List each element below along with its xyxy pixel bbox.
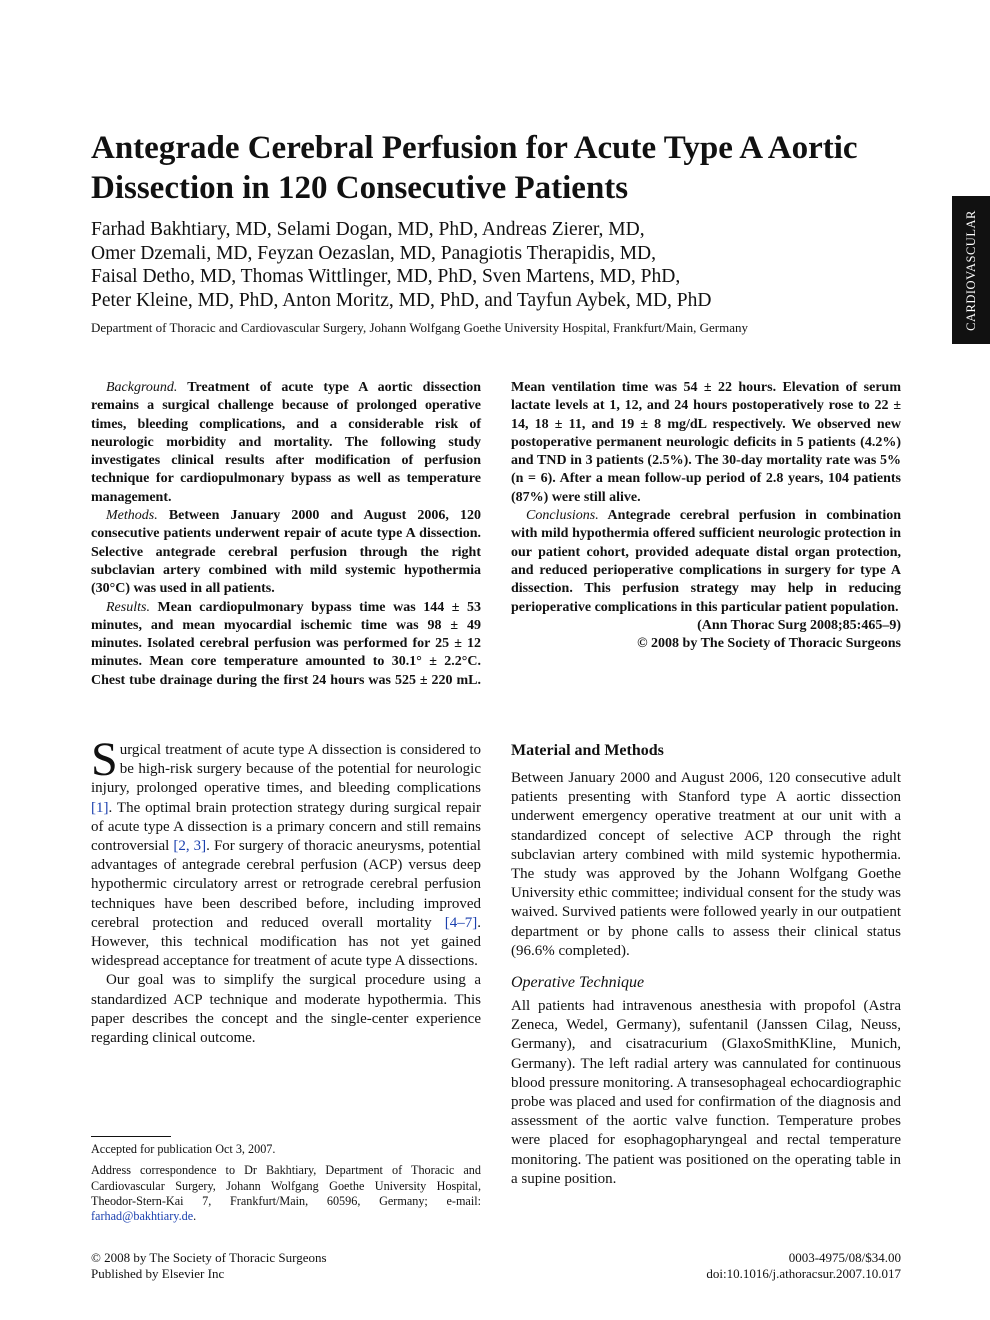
abstract-conclusions	[511, 507, 901, 617]
intro-text: . However, this technical modification has not yet gained widespread acceptance for treatment of acute type A dissections.	[91, 914, 481, 970]
section-tab-label: CARDIOVASCULAR	[963, 209, 978, 331]
abstract-background-text: Treatment of acute type A aortic dissection remains a surgical challenge because of prolonged operative times, bleeding complications, and a considerable risk of neurologic morbidity and mortality. The following study investigates clinical results after modification of perfusion technique for cardiopulmonary bypass as well as temperature management.	[91, 380, 482, 505]
reference-link[interactable]: [2, 3]	[173, 838, 207, 855]
abstract-background	[91, 379, 481, 507]
footer-publisher: Published by Elsevier Inc	[91, 1265, 225, 1281]
journal-citation: (Ann Thorac Surg 2008;85:465–9)	[697, 617, 901, 633]
footer-left	[91, 1250, 327, 1281]
email-link[interactable]: farhad@bakhtiary.de	[91, 1209, 194, 1224]
footer-issn: 0003-4975/08/$34.00	[788, 1250, 901, 1265]
abstract-results-label: Results.	[106, 599, 150, 615]
reference-link[interactable]: [4–7]	[444, 914, 478, 931]
introduction	[91, 733, 481, 1048]
intro-text: . The optimal brain protection strategy during surgical repair of acute type A dissection is a primary concern and still remains controversial	[91, 799, 481, 855]
abstract-conclusions-label: Conclusions.	[526, 508, 599, 524]
methods-paragraph: All patients had intravenous anesthesia with propofol (Astra Zeneca, Wedel, Germany), sufentanil (Janssen Cilag, Neuss, Germany), and cisatracurium (GlaxoSmithKline, Munich, Germany). The left radial artery was cannulated for continuous blood pressure monitoring. A transesophageal echocardiographic probe was placed and used for confirmation of the diagnosis and assessment of the aortic valve function. Temperature probes were placed for esophagopharyngeal and rectal temperature monitoring. The patient was positioned on the operating table in a supine position.	[511, 998, 901, 1187]
correspondence-address: Address correspondence to Dr Bakhtiary, Department of Thoracic and Cardiovascular Surgery, Johann Wolfgang Goethe University Hospital, Theodor-Stern-Kai 7, Frankfurt/Main, 60596, Germany; e-mail:	[91, 1163, 481, 1208]
author-line: Omer Dzemali, MD, Feyzan Oezaslan, MD, Panagiotis Therapidis, MD,	[91, 242, 657, 264]
footnote-rule	[91, 1136, 171, 1137]
footnotes	[91, 1142, 481, 1230]
footer-copyright: © 2008 by The Society of Thoracic Surgeons	[91, 1250, 327, 1265]
reference-link[interactable]: [1]	[91, 799, 109, 816]
abstract-methods	[91, 507, 481, 598]
subsection-heading: Operative Technique	[511, 974, 645, 992]
methods-paragraph: Between January 2000 and August 2006, 120 consecutive adult patients presenting with Stanford type A aortic dissection underwent emergency operative treatment at our unit with a standardized concept of selective ACP through the right subclavian artery combined with mild systemic hypothermia. The study was approved by the Johann Wolfgang Goethe University ethic committee; individual consent for the study was waived. Survived patients were followed yearly in our outpatient department or by phone calls to assess their clinical status (96.6% completed).	[511, 770, 901, 959]
intro-paragraph: Our goal was to simplify the surgical procedure using a standardized ACP technique and moderate hypothermia. This paper describes the concept and the single-center experience regarding clinical outcome.	[91, 972, 481, 1047]
intro-text: urgical treatment of acute type A dissection is considered to be high-risk surgery because of the potential for neurologic injury, prolonged operative times, and bleeding complications	[91, 742, 481, 797]
abstract-copyright: © 2008 by The Society of Thoracic Surgeons	[637, 636, 901, 652]
correspondence-end: .	[193, 1209, 197, 1224]
abstract-results-text: Mean cardiopulmonary bypass time was 144 ± 53 minutes, and mean myocardial ischemic time was 98 ± 49 minutes. Isolated cerebral perfusion was performed for 25 ± 12 minutes. Mean core temperature amounted to 30.1° ± 2.2°C. Chest tube drainage during the first 24 hours was 525 ± 220 mL. Mean ventilation time was 54 ± 22 hours. Elevation of serum lactate levels at 1, 12, and 24 hours postoperatively rose to 22 ± 14, 18 ± 11, and 19 ± 8 mg/dL respectively. We observed new postoperative permanent neurologic deficits in 5 patients (4.2%) and TND in 3 patients (2.5%). The 30-day mortality rate was 5% (n = 6). After a mean follow-up period of 2.8 years, 104 patients (87%) were still alive.	[91, 380, 901, 688]
author-line: Peter Kleine, MD, PhD, Anton Moritz, MD, PhD, and Tayfun Aybek, MD, PhD	[91, 289, 712, 311]
article-title: Antegrade Cerebral Perfusion for Acute Type A Aortic Dissection in 120 Consecutive Patients	[91, 130, 858, 206]
abstract-conclusions-text: Antegrade cerebral perfusion in combination with mild hypothermia offered sufficient neurologic protection in our patient cohort, provided adequate distal organ protection, and reduced perioperative complications in surgery for type A dissection. This perfusion strategy may help in reducing perioperative complications in this particular patient population.	[511, 508, 901, 615]
footer-right	[706, 1250, 901, 1281]
methods-section	[511, 741, 901, 1189]
affiliation: Department of Thoracic and Cardiovascular Surgery, Johann Wolfgang Goethe University Hospital, Frankfurt/Main, Germany	[91, 320, 748, 335]
abstract-methods-label: Methods.	[106, 508, 158, 524]
intro-paragraph	[91, 733, 481, 971]
abstract-methods-text: Between January 2000 and August 2006, 120 consecutive patients underwent repair of acute type A dissection. Selective antegrade cerebral perfusion through the right subclavian artery combined with mild systemic hypothermia (30°C) was used in all patients.	[91, 508, 481, 597]
abstract	[91, 379, 901, 697]
intro-text: . For surgery of thoracic aneurysms, potential advantages of antegrade cerebral perfusion (ACP) versus deep hypothermic circulatory arrest or retrograde cerebral perfusion techniques have been described before, including improved cerebral protection and reduced overall mortality	[91, 838, 481, 931]
footer-doi: doi:10.1016/j.athoracsur.2007.10.017	[706, 1265, 901, 1281]
author-list	[91, 218, 921, 312]
abstract-background-label: Background.	[106, 380, 178, 395]
acceptance-note: Accepted for publication Oct 3, 2007.	[91, 1142, 276, 1156]
drop-cap: S	[91, 733, 118, 786]
section-heading: Material and Methods	[511, 742, 664, 759]
author-line: Faisal Detho, MD, Thomas Wittlinger, MD, PhD, Sven Martens, MD, PhD,	[91, 266, 681, 287]
correspondence-note	[91, 1163, 481, 1224]
author-line: Farhad Bakhtiary, MD, Selami Dogan, MD, PhD, Andreas Zierer, MD,	[91, 219, 645, 240]
section-tab	[952, 196, 990, 344]
